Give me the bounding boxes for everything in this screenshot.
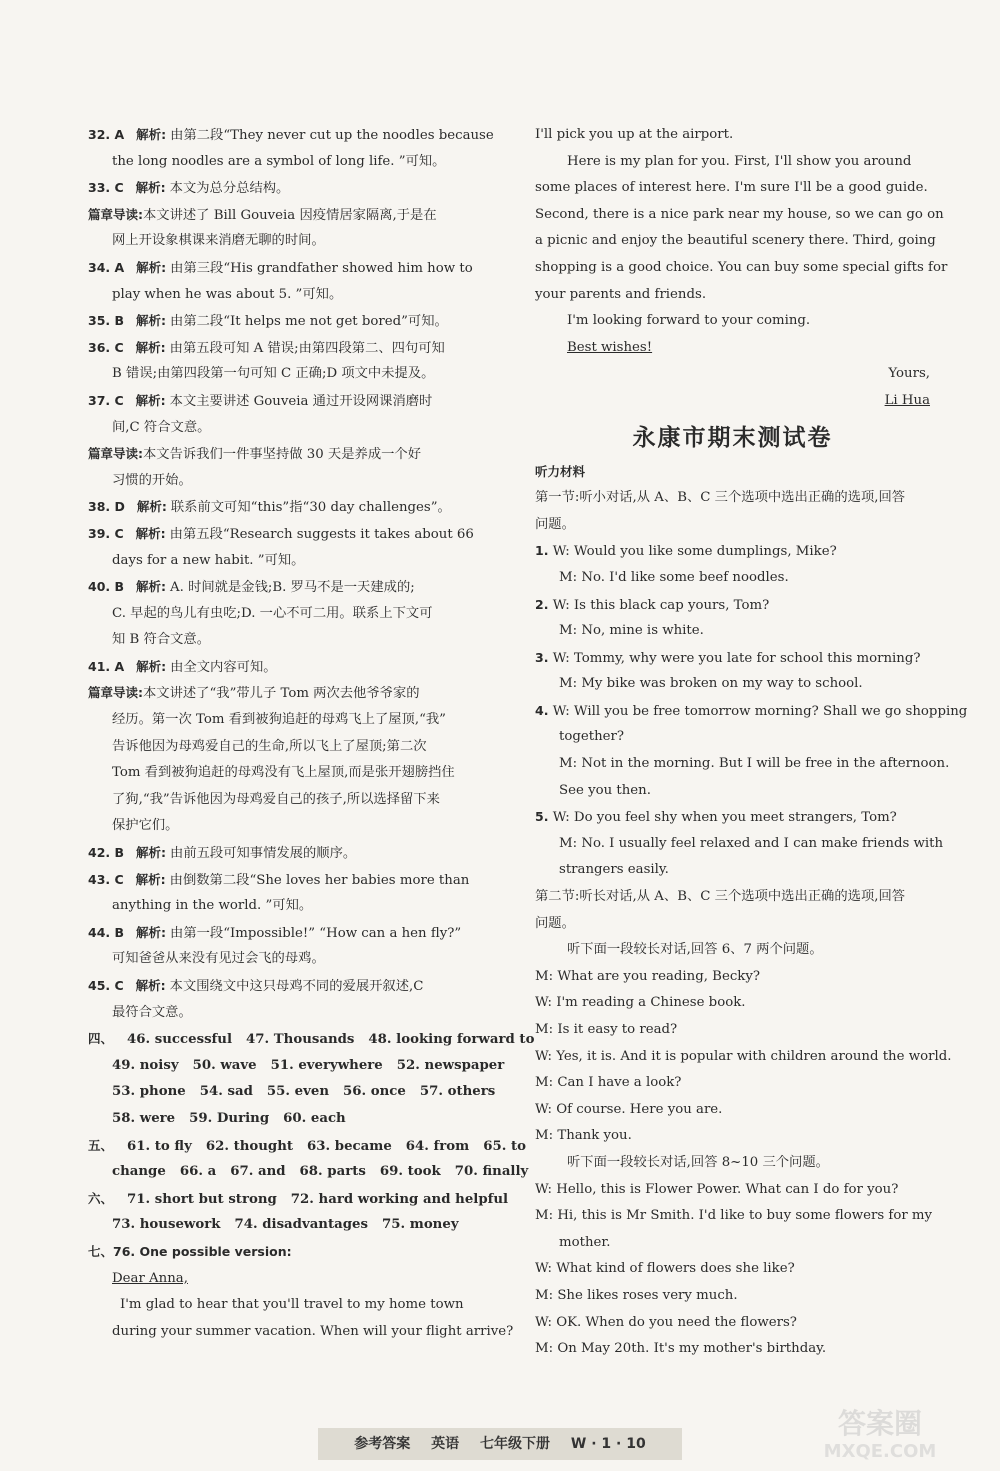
- text-line: [88, 707, 488, 734]
- answer-text: 由第二段“It helps me not get bored”可知。: [170, 314, 448, 330]
- analysis-tag: 解析:: [136, 658, 167, 674]
- continued-text: 可知爸爸从来没有见过会飞的母鸡。: [112, 951, 325, 967]
- analysis-tag: 解析:: [135, 180, 166, 196]
- analysis-tag: 解析:: [135, 978, 166, 993]
- analysis-tag: 解析:: [136, 924, 167, 940]
- text-line: [535, 282, 930, 309]
- answer-line: [88, 574, 488, 601]
- answer-line: [88, 654, 488, 681]
- text-line: [535, 884, 930, 911]
- text-line: [88, 1292, 488, 1319]
- answer-line: [535, 804, 930, 831]
- plain-text: your parents and friends.: [535, 286, 707, 302]
- signature-text: Yours,: [888, 366, 930, 382]
- text-line: [88, 282, 488, 309]
- blank-answer: 56. once: [342, 1084, 406, 1100]
- paragraph-text: 听下面一段较长对话,回答 8~10 三个问题。: [567, 1154, 829, 1170]
- blank-answer: 70. finally: [454, 1164, 529, 1180]
- section-line: [88, 1026, 535, 1053]
- answer-text: 由第三段“His grandfather showed him how to: [170, 260, 473, 276]
- blank-answer: 49. noisy: [112, 1057, 179, 1073]
- text-line: [535, 1044, 952, 1071]
- text-line: [535, 255, 948, 282]
- question-number: 39. C: [88, 525, 124, 541]
- analysis-tag: 解析:: [136, 127, 167, 142]
- text-line: [535, 1230, 930, 1257]
- text-line: [535, 308, 930, 335]
- section-title: 永康市期末测试卷: [632, 424, 833, 451]
- footer-label: 参考答案: [354, 1436, 411, 1452]
- answer-text: 本文围绕文中这只母鸡不同的爱展开叙述,C: [169, 979, 424, 994]
- plain-text: W: Yes, it is. And it is popular with children around the world.: [535, 1048, 952, 1064]
- text-line: [535, 1256, 930, 1283]
- signature-text: Li Hua: [884, 392, 930, 408]
- blank-answer: 74. disadvantages: [234, 1217, 368, 1233]
- text-line: [535, 671, 930, 698]
- question-number: 3.: [535, 649, 549, 665]
- text-line: [535, 1203, 933, 1230]
- text-line: [535, 1097, 930, 1124]
- answer-line: [88, 175, 488, 202]
- text-line: [88, 813, 488, 840]
- answer-text: A. 时间就是金钱;B. 罗马不是一天建成的;: [170, 580, 415, 596]
- answer-text: 由前五段可知事情发展的顺序。: [170, 846, 357, 862]
- text-line: [535, 122, 930, 149]
- blank-answer: 66. a: [179, 1164, 217, 1180]
- answer-line: [88, 335, 488, 362]
- text-line: [88, 734, 488, 761]
- blank-answers-line: [88, 1212, 488, 1239]
- answer-text: 由第五段可知 A 错误;由第四段第二、四句可知: [169, 340, 445, 356]
- answer-text: 由第二段“They never cut up the noodles because: [170, 128, 494, 143]
- blank-answer: change: [112, 1164, 166, 1180]
- section-label: 七、: [88, 1243, 114, 1259]
- guide-label: 篇章导读:: [88, 206, 143, 222]
- question-number: 41. A: [88, 658, 125, 674]
- answer-text: W: Tommy, why were you late for school this morning?: [552, 650, 921, 666]
- continued-text: C. 早起的鸟儿有虫吃;D. 一心不可二用。联系上下文可: [112, 605, 433, 621]
- text-line: [535, 202, 944, 229]
- plain-text: M: Thank you.: [535, 1128, 632, 1144]
- text-line: [535, 1070, 930, 1097]
- blank-answers-line: [88, 1106, 488, 1133]
- continued-text: 知 B 符合文意。: [112, 632, 211, 648]
- text-line: [88, 149, 488, 176]
- plain-text: 第二节:听长对话,从 A、B、C 三个选项中选出正确的选项,回答: [535, 889, 906, 905]
- text-line: [535, 831, 944, 858]
- guide-text: 本文讲述了“我”带儿子 Tom 两次去他爷爷家的: [143, 686, 420, 702]
- section-line: [88, 1239, 488, 1266]
- answer-text: 本文为总分总结构。: [169, 181, 290, 197]
- section-line: [535, 459, 930, 486]
- text-line: [535, 175, 930, 202]
- continued-text: play when he was about 5. ”可知。: [112, 286, 343, 302]
- continued-text: days for a new habit. ”可知。: [112, 552, 305, 568]
- question-number: 36. C: [88, 339, 124, 355]
- plain-text: shopping is a good choice. You can buy some special gifts for: [535, 259, 948, 275]
- guide-line: [88, 441, 488, 468]
- answer-text: W: Will you be free tomorrow morning? Shall we go shopping: [552, 703, 968, 719]
- footer-page-code: W · 1 · 10: [570, 1436, 646, 1452]
- footer-subject: 英语: [431, 1436, 460, 1452]
- text-line: [535, 1150, 930, 1177]
- answer-line: [88, 840, 488, 867]
- analysis-tag: 解析:: [136, 845, 167, 861]
- blank-answer: 53. phone: [112, 1084, 186, 1100]
- answer-line: [535, 592, 930, 619]
- text-line: [535, 778, 930, 805]
- analysis-tag: 解析:: [136, 259, 167, 275]
- plain-text: W: Of course. Here you are.: [535, 1101, 723, 1117]
- text-line: [88, 946, 488, 973]
- continued-text: during your summer vacation. When will your flight arrive?: [112, 1323, 514, 1339]
- guide-line: [88, 680, 488, 707]
- answer-line: [88, 494, 488, 521]
- analysis-tag: 解析:: [135, 871, 166, 887]
- left-column: [88, 122, 535, 1345]
- text-line: [535, 724, 930, 751]
- text-line: [535, 990, 930, 1017]
- answer-text: W: Would you like some dumplings, Mike?: [552, 544, 837, 560]
- continued-text: B 错误;由第四段第一句可知 C 正确;D 项文中未提及。: [112, 366, 435, 382]
- question-number: 1.: [535, 543, 549, 559]
- paragraph-text: Here is my plan for you. First, I'll show you around: [567, 153, 912, 169]
- plain-text: M: What are you reading, Becky?: [535, 968, 760, 984]
- blank-answer: 73. housework: [112, 1217, 221, 1233]
- plain-text: Second, there is a nice park near my house, so we can go on: [535, 206, 944, 222]
- answer-line: [88, 973, 488, 1000]
- answer-line: [88, 255, 488, 282]
- analysis-tag: 解析:: [136, 579, 167, 595]
- text-line: [535, 857, 930, 884]
- analysis-tag: 解析:: [136, 499, 167, 515]
- question-number: 32. A: [88, 127, 125, 142]
- paragraph-text: 听下面一段较长对话,回答 6、7 两个问题。: [567, 942, 823, 958]
- answer-line: [535, 645, 930, 672]
- answer-text: 由第一段“Impossible!” “How can a hen fly?”: [170, 925, 462, 941]
- blank-answer: 59. During: [189, 1110, 270, 1126]
- text-line: [88, 1000, 488, 1027]
- blank-answer: 72. hard working and helpful: [290, 1191, 509, 1207]
- section-line: [88, 1133, 527, 1160]
- plain-text: M: On May 20th. It's my mother's birthday.: [535, 1341, 827, 1357]
- text-line: [535, 228, 936, 255]
- text-line: [535, 937, 930, 964]
- answer-line: [88, 920, 488, 947]
- text-line: [535, 388, 930, 415]
- text-line: [535, 618, 930, 645]
- answer-line: [535, 538, 930, 565]
- blank-answer: 64. from: [405, 1138, 470, 1154]
- blank-answer: 50. wave: [192, 1057, 257, 1073]
- answer-text: 由全文内容可知。: [170, 659, 277, 675]
- blank-answer: 67. and: [230, 1164, 286, 1180]
- question-number: 42. B: [88, 845, 125, 861]
- plain-text: M: Can I have a look?: [535, 1075, 682, 1091]
- answer-line: [88, 122, 494, 149]
- text-line: [88, 601, 488, 628]
- watermark-logo: 答案圈: [837, 1407, 923, 1440]
- blank-answer: 51. everywhere: [270, 1057, 383, 1073]
- question-number: 40. B: [88, 579, 125, 595]
- plain-text: 第一节:听小对话,从 A、B、C 三个选项中选出正确的选项,回答: [535, 490, 906, 506]
- continued-text: 经历。第一次 Tom 看到被狗追赶的母鸡飞上了屋顶,“我”: [112, 712, 446, 728]
- answer-text: W: Do you feel shy when you meet strangers, Tom?: [552, 810, 897, 826]
- question-number: 34. A: [88, 259, 125, 275]
- text-line: [88, 893, 488, 920]
- analysis-tag: 解析:: [135, 392, 166, 408]
- question-number: 37. C: [88, 392, 124, 408]
- continued-text: 保护它们。: [112, 818, 179, 834]
- text-line: [535, 149, 930, 176]
- continued-text: Tom 看到被狗追赶的母鸡没有飞上屋顶,而是张开翅膀挡住: [112, 765, 455, 781]
- guide-text: 本文讲述了 Bill Gouveia 因疫情居家隔离,于是在: [143, 207, 437, 223]
- section-label: 五、: [88, 1137, 114, 1153]
- watermark-url: MXQE.COM: [823, 1441, 937, 1462]
- text-line: [535, 1283, 930, 1310]
- continued-text: mother.: [559, 1234, 611, 1250]
- text-line: [88, 1319, 514, 1346]
- blank-answer: 48. looking forward to: [368, 1032, 535, 1048]
- continued-text: See you then.: [559, 782, 651, 798]
- blank-answer: 69. took: [379, 1164, 441, 1180]
- text-line: [88, 468, 488, 495]
- question-number: 5.: [535, 809, 549, 825]
- guide-label: 篇章导读:: [88, 685, 143, 701]
- question-number: 2.: [535, 596, 549, 612]
- text-line: [88, 228, 488, 255]
- guide-label: 篇章导读:: [88, 446, 143, 462]
- paragraph-text: I'm looking forward to your coming.: [567, 313, 811, 329]
- analysis-tag: 解析:: [136, 313, 167, 329]
- answer-text: 本文主要讲述 Gouveia 通过开设网课消磨时: [169, 393, 433, 409]
- text-line: [535, 964, 930, 991]
- text-line: [535, 1017, 930, 1044]
- section-line: [88, 1186, 509, 1213]
- analysis-tag: 解析:: [135, 525, 166, 541]
- right-column: [535, 122, 968, 1363]
- analysis-tag: 解析:: [135, 339, 166, 355]
- question-number: 43. C: [88, 871, 124, 887]
- continued-text: M: Not in the morning. But I will be free in the afternoon.: [559, 756, 950, 772]
- footer-grade: 七年级下册: [480, 1436, 551, 1452]
- text-line: [535, 911, 930, 938]
- text-line: [535, 1177, 930, 1204]
- answer-line: [88, 521, 488, 548]
- plain-text: 问题。: [535, 516, 575, 532]
- blank-answers-line: [88, 1159, 529, 1186]
- continued-text: together?: [559, 729, 624, 745]
- paragraph-text: Best wishes!: [567, 339, 653, 355]
- blank-answers-line: [88, 1079, 496, 1106]
- blank-answer: 63. became: [307, 1138, 392, 1154]
- blank-answer: 75. money: [381, 1217, 459, 1233]
- plain-text: M: She likes roses very much.: [535, 1287, 738, 1303]
- text-line: [88, 1266, 488, 1293]
- plain-text: W: What kind of flowers does she like?: [535, 1261, 795, 1277]
- continued-text: 网上开设象棋课来消磨无聊的时间。: [112, 233, 325, 249]
- blank-answers-line: [88, 1053, 505, 1080]
- blank-answer: 52. newspaper: [396, 1057, 505, 1073]
- blank-answer: 61. to fly: [127, 1138, 192, 1154]
- answer-text: 联系前文可知“this”指“30 day challenges”。: [170, 500, 451, 516]
- answer-text: 由第五段“Research suggests it takes about 66: [169, 526, 474, 542]
- text-line: [535, 565, 930, 592]
- plain-text: I'll pick you up at the airport.: [535, 127, 734, 142]
- blank-answer: 62. thought: [205, 1138, 294, 1154]
- blank-answer: 65. to: [483, 1138, 527, 1154]
- blank-answer: 54. sad: [199, 1084, 253, 1100]
- blank-answer: 68. parts: [299, 1164, 366, 1180]
- continued-text: strangers easily.: [559, 862, 669, 878]
- blank-answer: 47. Thousands: [246, 1032, 355, 1048]
- continued-text: 间,C 符合文意。: [112, 419, 211, 435]
- guide-line: [88, 202, 488, 229]
- continued-text: 最符合文意。: [112, 1004, 192, 1020]
- text-line: [88, 627, 488, 654]
- continued-text: 习惯的开始。: [112, 472, 192, 488]
- continued-text: M: No. I usually feel relaxed and I can make friends with: [559, 835, 944, 851]
- paragraph-text: I'm glad to hear that you'll travel to my home town: [120, 1297, 464, 1313]
- continued-text: anything in the world. ”可知。: [112, 898, 313, 914]
- blank-answer: 46. successful: [127, 1032, 232, 1048]
- text-line: [535, 485, 930, 512]
- section-label: 听力材料: [535, 463, 586, 479]
- text-line: [535, 1310, 930, 1337]
- blank-answer: 57. others: [419, 1084, 496, 1100]
- continued-text: 了狗,“我”告诉他因为母鸡爱自己的孩子,所以选择留下来: [112, 791, 440, 807]
- question-number: 35. B: [88, 313, 125, 329]
- plain-text: W: OK. When do you need the flowers?: [535, 1314, 797, 1330]
- text-line: [535, 1336, 930, 1363]
- continued-text: M: No. I'd like some beef noodles.: [559, 569, 789, 585]
- continued-text: the long noodles are a symbol of long life. ”可知。: [112, 153, 446, 169]
- question-number: 33. C: [88, 180, 124, 196]
- blank-answer: 58. were: [112, 1110, 176, 1126]
- section-text: 76. One possible version:: [113, 1243, 292, 1259]
- continued-text: Dear Anna,: [112, 1270, 188, 1286]
- text-line: [88, 787, 488, 814]
- continued-text: M: My bike was broken on my way to school.: [559, 676, 863, 692]
- text-line: [88, 361, 488, 388]
- plain-text: 问题。: [535, 915, 575, 931]
- blank-answer: 71. short but strong: [127, 1191, 277, 1207]
- continued-text: M: No, mine is white.: [559, 623, 704, 639]
- text-line: [535, 751, 950, 778]
- plain-text: some places of interest here. I'm sure I'll be a good guide.: [535, 180, 928, 196]
- plain-text: M: Is it easy to read?: [535, 1022, 678, 1037]
- blank-answer: 60. each: [283, 1110, 346, 1126]
- plain-text: W: Hello, this is Flower Power. What can I do for you?: [535, 1181, 899, 1197]
- continued-text: 告诉他因为母鸡爱自己的生命,所以飞上了屋顶;第二次: [112, 738, 427, 754]
- answer-text: W: Is this black cap yours, Tom?: [552, 597, 770, 613]
- section-label: 六、: [88, 1190, 114, 1206]
- site-watermark: [770, 1403, 990, 1463]
- text-line: [535, 361, 930, 388]
- answer-line: [535, 698, 968, 725]
- answer-line: [88, 308, 488, 335]
- text-line: [535, 335, 930, 362]
- text-line: [88, 415, 488, 442]
- answer-line: [88, 388, 488, 415]
- text-line: [535, 1123, 930, 1150]
- section-label: 四、: [88, 1031, 114, 1047]
- question-number: 44. B: [88, 924, 125, 940]
- text-line: [88, 760, 488, 787]
- plain-text: M: Hi, this is Mr Smith. I'd like to buy some flowers for my: [535, 1208, 933, 1224]
- plain-text: a picnic and enjoy the beautiful scenery there. Third, going: [535, 233, 936, 249]
- answer-text: 由倒数第二段“She loves her babies more than: [169, 872, 470, 888]
- question-number: 4.: [535, 702, 549, 718]
- question-number: 38. D: [88, 499, 125, 515]
- page-footer: [318, 1428, 682, 1460]
- answer-line: [88, 867, 488, 894]
- blank-answer: 55. even: [266, 1084, 329, 1100]
- guide-text: 本文告诉我们一件事坚持做 30 天是养成一个好: [143, 447, 422, 463]
- plain-text: W: I'm reading a Chinese book.: [535, 995, 746, 1011]
- question-number: 45. C: [88, 978, 124, 993]
- text-line: [535, 512, 930, 539]
- text-line: [88, 548, 488, 575]
